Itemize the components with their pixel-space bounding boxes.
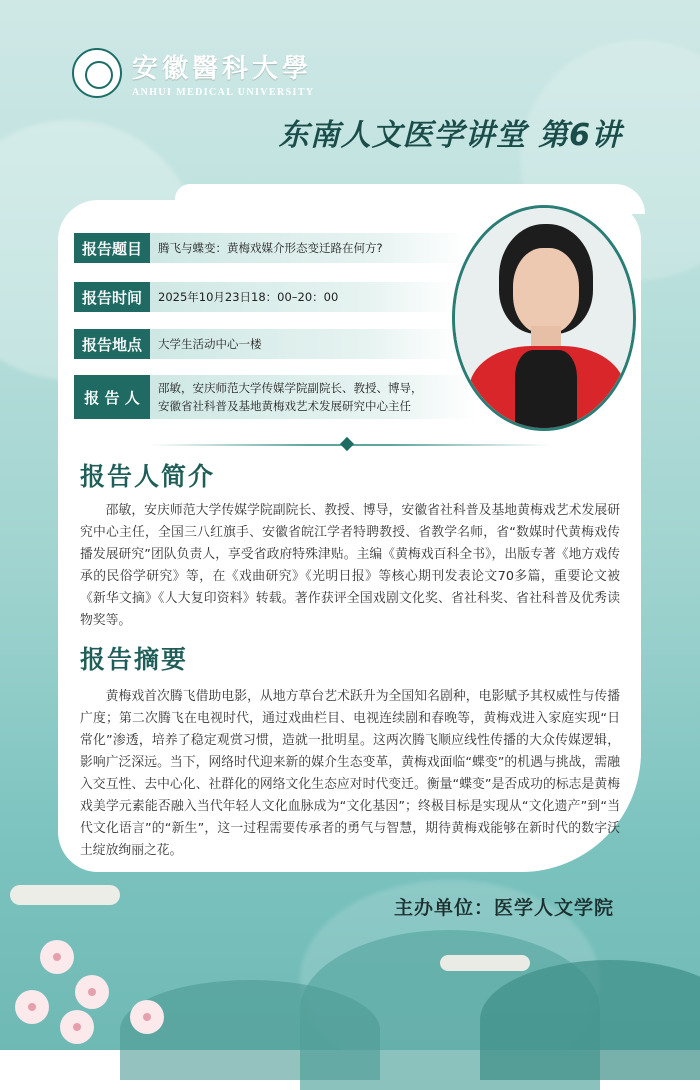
topic-value: 腾飞与蝶变：黄梅戏媒介形态变迁路在何方? <box>150 233 468 263</box>
topic-label: 报告题目 <box>74 233 150 263</box>
speaker-row <box>74 375 478 419</box>
blossom-icon <box>40 940 74 974</box>
speaker-label: 报 告 人 <box>74 375 150 419</box>
university-name-en: ANHUI MEDICAL UNIVERSITY <box>132 87 315 98</box>
time-value: 2025年10月23日18：00–20：00 <box>150 282 458 312</box>
topic-row <box>74 233 468 263</box>
cloud-icon <box>10 885 120 905</box>
place-label: 报告地点 <box>74 329 150 359</box>
decorative-hill <box>120 980 380 1080</box>
place-row <box>74 329 458 359</box>
cloud-icon <box>440 955 530 971</box>
abstract-text: 黄梅戏首次腾飞借助电影，从地方草台艺术跃升为全国知名剧种，电影赋予其权威性与传播广度；第二次腾飞在电视时代，通过戏曲栏目、电视连续剧和春晚等，黄梅戏进入家庭实现“日常化”渗透，培养了稳定观赏习惯，造就一批明星。这两次腾飞顺应线性传播的大众传媒逻辑，影响广泛深远。当下，网络时代迎来新的媒介生态变革，黄梅戏面临“蝶变”的机遇与挑战，需融入交互性、去中心化、社群化的网络文化生态应对时代变迁。衡量“蝶变”是否成功的标志是黄梅戏美学元素能否融入当代年轻人文化血脉成为“文化基因”；终极目标是实现从“文化遗产”到“当代文化语言”的“新生”，这一过程需要传承者的勇气与智慧，期待黄梅戏能够在新时代的数字沃土绽放绚丽之花。 <box>80 689 620 858</box>
blossom-icon <box>15 990 49 1024</box>
bio-text: 邵敏，安庆师范大学传媒学院副院长、教授、博导，安徽省社科普及基地黄梅戏艺术发展研究中心主任，全国三八红旗手、安徽省皖江学者特聘教授、省教学名师，省“数媒时代黄梅戏传播发展研究”团队负责人，享受省政府特殊津贴。主编《黄梅戏百科全书》，出版专著《地方戏传承的民俗学研究》等，在《戏曲研究》《光明日报》等核心期刊发表论文70多篇，重要论文被《新华文摘》《人大复印资料》转载。著作获评全国戏剧文化奖、省社科奖、省社科普及优秀读物奖等。 <box>80 503 620 628</box>
organizer: 主办单位：医学人文学院 <box>393 897 614 919</box>
speaker-line-2: 安徽省社科普及基地黄梅戏艺术发展研究中心主任 <box>158 399 411 413</box>
university-seal-icon <box>72 48 122 98</box>
time-label: 报告时间 <box>74 282 150 312</box>
university-name-cn: 安徽醫科大學 <box>132 54 313 84</box>
speaker-value <box>150 375 478 419</box>
abstract-title: 报告摘要 <box>80 645 189 674</box>
university-logo <box>72 48 315 98</box>
time-row <box>74 282 458 312</box>
place-value: 大学生活动中心一楼 <box>150 329 458 359</box>
bio-title: 报告人简介 <box>80 462 216 491</box>
blossom-icon <box>75 975 109 1009</box>
speaker-line-1: 邵敏，安庆师范大学传媒学院副院长、教授、博导， <box>158 381 423 395</box>
blossom-icon <box>130 1000 164 1034</box>
blossom-icon <box>60 1010 94 1044</box>
speaker-portrait <box>452 205 636 431</box>
lecture-title: 东南人文医学讲堂 第6讲 <box>278 118 622 153</box>
